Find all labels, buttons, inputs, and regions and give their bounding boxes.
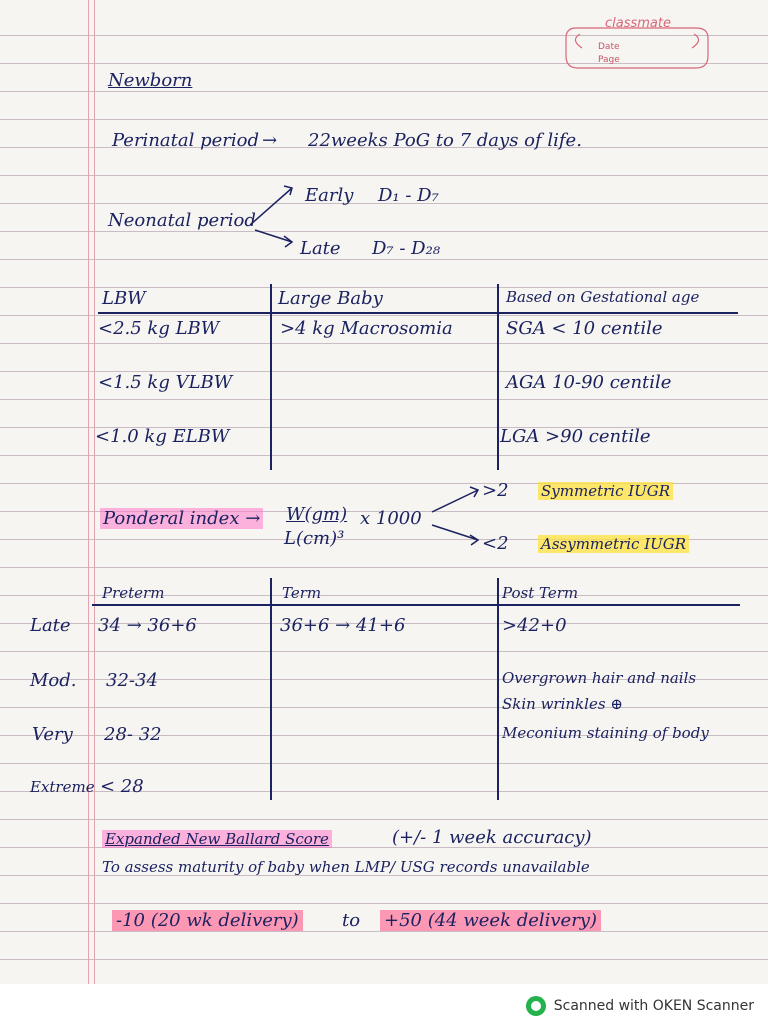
weight-header-large: Large Baby (278, 288, 383, 309)
perinatal-label: Perinatal period (112, 130, 259, 151)
scanner-watermark (526, 996, 754, 1016)
perinatal-arrow: → (262, 130, 278, 151)
table-rule (497, 578, 499, 800)
term-late: 36+6 → 41+6 (280, 615, 406, 636)
weight-header-lbw: LBW (102, 288, 146, 309)
ponderal-label: Ponderal index → (100, 508, 263, 529)
weight-cell: AGA 10-90 centile (506, 372, 672, 393)
postterm-2: Overgrown hair and nails (502, 669, 697, 687)
row-label-late: Late (30, 615, 71, 636)
table-rule (270, 578, 272, 800)
row-label-very: Very (32, 724, 73, 745)
neonatal-late-label: Late (300, 238, 341, 259)
ponderal-symmetric: Symmetric IUGR (538, 482, 673, 500)
oken-logo-icon (526, 996, 546, 1016)
perinatal-text: 22weeks PoG to 7 days of life. (308, 130, 582, 151)
scanner-text: Scanned with OKEN Scanner (553, 998, 754, 1014)
ballard-low: -10 (20 wk delivery) (112, 910, 303, 931)
weight-cell: SGA < 10 centile (506, 318, 663, 339)
preterm-very: 28- 32 (104, 724, 162, 745)
stamp-page-label: Page (598, 55, 620, 65)
stamp-date-label: Date (598, 42, 620, 52)
weight-header-gestational: Based on Gestational age (506, 288, 700, 306)
row-label-extreme: Extreme (30, 778, 95, 796)
postterm-1: >42+0 (502, 615, 567, 636)
table-rule (98, 312, 738, 314)
postterm-4: Meconium staining of body (502, 724, 709, 742)
weight-cell: <1.0 kg ELBW (95, 426, 230, 447)
term-header-postterm: Post Term (502, 584, 579, 602)
term-header-term: Term (282, 584, 322, 602)
ponderal-multiplier: x 1000 (360, 508, 422, 529)
ballard-accuracy: (+/- 1 week accuracy) (392, 827, 592, 848)
ponderal-gt2: >2 (482, 480, 509, 501)
ponderal-denominator: L(cm)³ (284, 528, 345, 549)
ballard-to: to (342, 910, 361, 931)
preterm-extreme: < 28 (100, 776, 144, 797)
ballard-purpose: To assess maturity of baby when LMP/ USG records unavailable (102, 858, 590, 876)
weight-cell: <1.5 kg VLBW (98, 372, 233, 393)
page-title: Newborn (108, 70, 193, 91)
table-rule (270, 284, 272, 470)
neonatal-label: Neonatal period (108, 210, 256, 231)
preterm-late: 34 → 36+6 (98, 615, 197, 636)
table-rule (497, 284, 499, 470)
ballard-title: Expanded New Ballard Score (102, 830, 332, 848)
weight-cell: >4 kg Macrosomia (280, 318, 453, 339)
table-rule (92, 604, 740, 606)
weight-cell: <2.5 kg LBW (98, 318, 220, 339)
neonatal-late-range: D₇ - D₂₈ (372, 238, 441, 259)
ponderal-asymmetric: Assymmetric IUGR (538, 535, 689, 553)
stamp-brand: classmate (605, 16, 671, 31)
ballard-high: +50 (44 week delivery) (380, 910, 601, 931)
preterm-mod: 32-34 (106, 670, 158, 691)
neonatal-early-range: D₁ - D₇ (378, 185, 439, 206)
ponderal-lt2: <2 (482, 533, 509, 554)
weight-cell: LGA >90 centile (500, 426, 651, 447)
neonatal-early-label: Early (305, 185, 354, 206)
ponderal-numerator: W(gm) (286, 504, 348, 525)
term-header-preterm: Preterm (102, 584, 165, 602)
row-label-mod: Mod. (30, 670, 77, 691)
postterm-3: Skin wrinkles ⊕ (502, 695, 623, 713)
